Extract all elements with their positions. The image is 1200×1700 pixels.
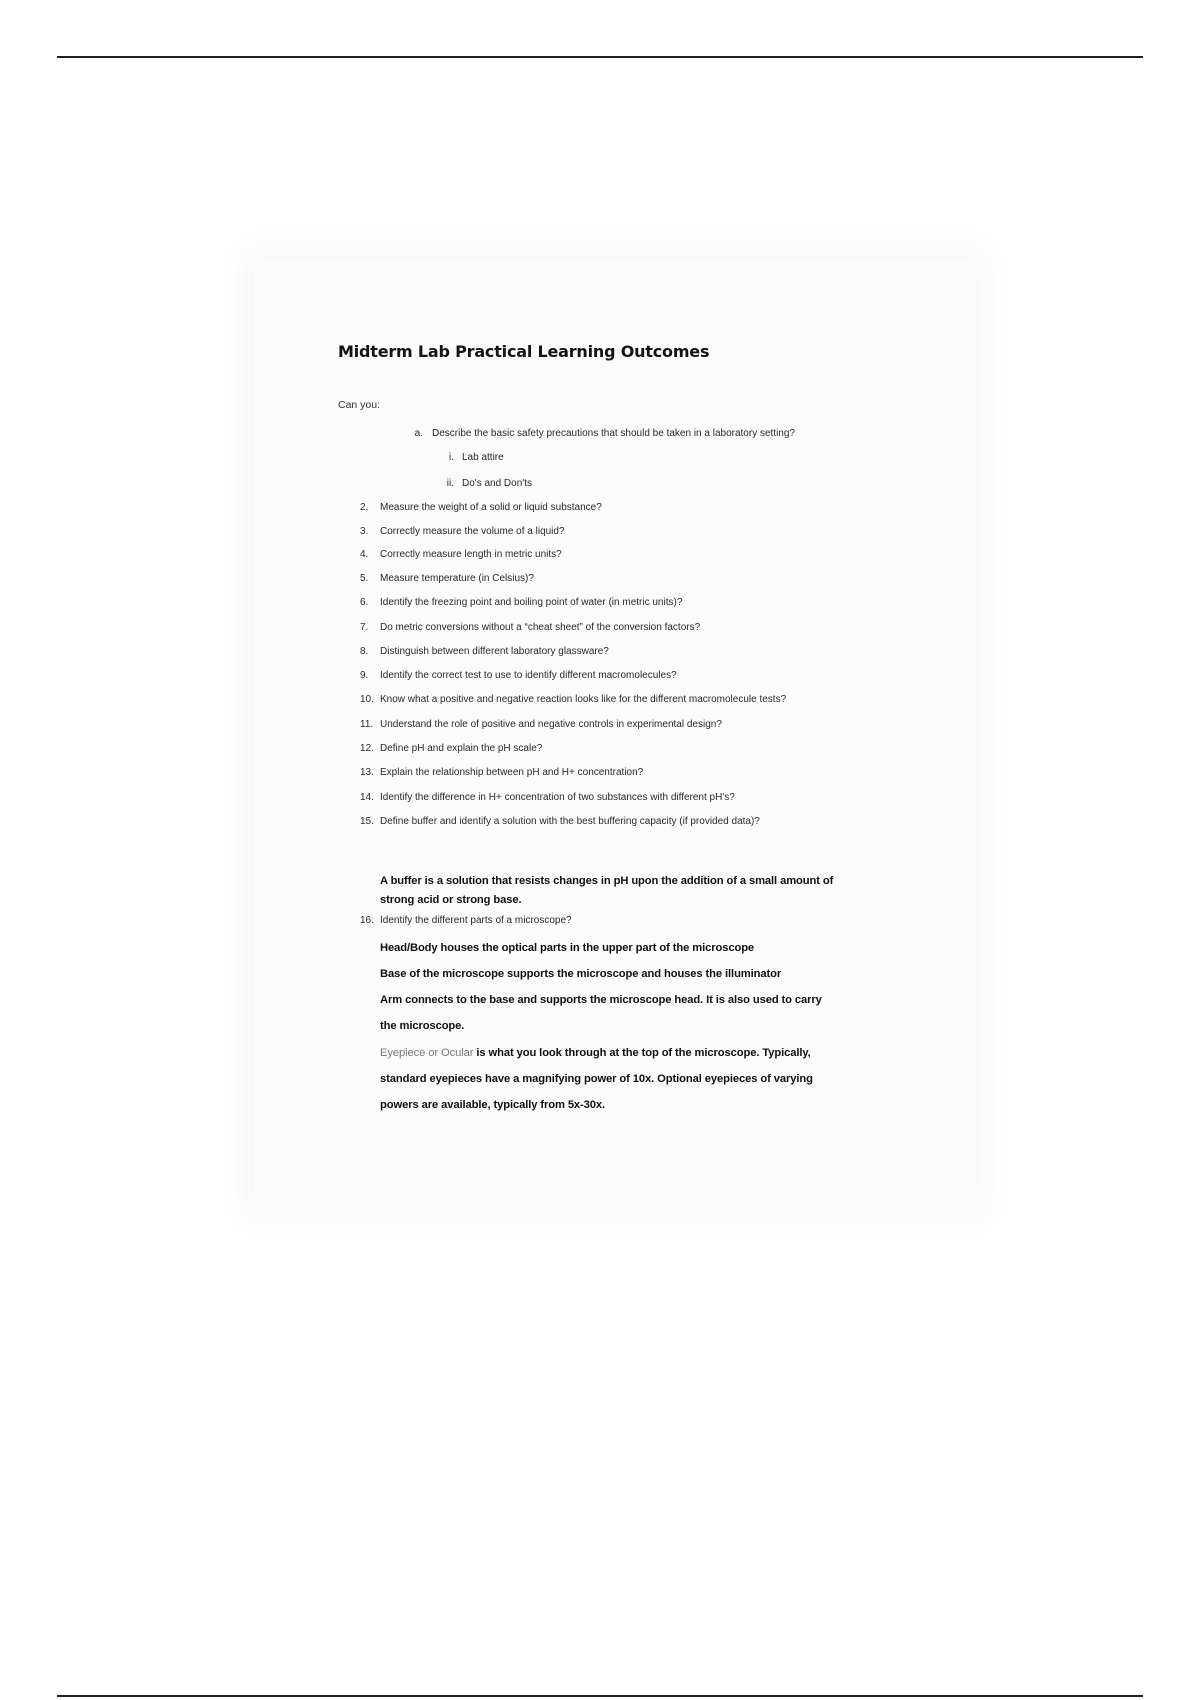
list-item [360, 573, 534, 584]
list-item [360, 646, 609, 657]
list-item-text: Identify the correct test to use to identify different macromolecules? [380, 670, 677, 681]
microscope-answer-arm: Arm connects to the base and supports the microscope head. It is also used to carry [380, 994, 822, 1006]
list-number: 2. [360, 502, 369, 513]
list-item-text: Identify the freezing point and boiling point of water (in metric units)? [380, 597, 683, 608]
list-marker: ii. [446, 478, 454, 489]
list-item-text: Describe the basic safety precautions that should be taken in a laboratory setting? [432, 428, 795, 439]
list-item-text: Do metric conversions without a “cheat sheet” of the conversion factors? [380, 622, 701, 633]
list-marker: i. [449, 452, 454, 463]
list-item [360, 502, 602, 513]
list-number: 5. [360, 573, 369, 584]
list-number: 13. [360, 767, 374, 778]
list-number: 6. [360, 597, 369, 608]
list-item-text: Know what a positive and negative reaction looks like for the different macromolecule tests? [380, 694, 787, 705]
document-scan [254, 258, 976, 1208]
intro-text: Can you: [338, 399, 381, 411]
list-number: 4. [360, 549, 369, 560]
list-item [360, 719, 722, 730]
list-item [360, 816, 760, 827]
buffer-answer-line-1: A buffer is a solution that resists changes in pH upon the addition of a small amount of [380, 875, 834, 887]
list-item [360, 694, 786, 705]
eyepiece-term: Eyepiece or Ocular [380, 1047, 474, 1059]
list-item [360, 549, 562, 560]
list-item-text: Measure temperature (in Celsius)? [380, 573, 534, 584]
list-item-text: Correctly measure length in metric units? [380, 549, 562, 560]
list-item-16 [360, 915, 572, 926]
microscope-answer-arm-cont: the microscope. [380, 1020, 465, 1032]
list-item-text: Distinguish between different laboratory glassware? [380, 646, 609, 657]
buffer-answer-line-2: strong acid or strong base. [380, 894, 522, 906]
list-item-text: Lab attire [462, 452, 504, 463]
sub-item-ii [442, 478, 532, 489]
list-item-text: Understand the role of positive and negative controls in experimental design? [380, 719, 722, 730]
list-item-text: Explain the relationship between pH and H+ concentration? [380, 767, 644, 778]
list-item-text: Measure the weight of a solid or liquid substance? [380, 502, 602, 513]
list-number: 12. [360, 743, 374, 754]
list-number: 3. [360, 526, 369, 537]
list-item-text: Define buffer and identify a solution with the best buffering capacity (if provided data)? [380, 816, 760, 827]
list-item [360, 597, 682, 608]
microscope-answer-head: Head/Body houses the optical parts in the upper part of the microscope [380, 942, 755, 954]
list-item-a [401, 428, 795, 439]
document-title: Midterm Lab Practical Learning Outcomes [338, 342, 710, 361]
list-number: 9. [360, 670, 369, 681]
list-number: 10. [360, 694, 374, 705]
list-number: 16. [360, 915, 374, 926]
list-item [360, 526, 565, 537]
microscope-answer-eyepiece-cont-2: powers are available, typically from 5x-30x. [380, 1099, 606, 1111]
list-item [360, 792, 735, 803]
list-item-text: Do's and Don'ts [462, 478, 532, 489]
list-item-text: Identify the different parts of a microscope? [380, 915, 572, 926]
list-number: 8. [360, 646, 369, 657]
list-number: 14. [360, 792, 374, 803]
eyepiece-definition: is what you look through at the top of the microscope. Typically, [473, 1047, 811, 1059]
list-item [360, 743, 542, 754]
list-item [360, 670, 677, 681]
list-item [360, 767, 643, 778]
microscope-answer-eyepiece [380, 1047, 811, 1059]
microscope-answer-base: Base of the microscope supports the microscope and houses the illuminator [380, 968, 782, 980]
bottom-rule [57, 1695, 1143, 1697]
list-item [360, 622, 700, 633]
top-rule [57, 56, 1143, 58]
list-item-text: Identify the difference in H+ concentration of two substances with different pH's? [380, 792, 735, 803]
sub-item-i [442, 452, 504, 463]
microscope-answer-eyepiece-cont: standard eyepieces have a magnifying power of 10x. Optional eyepieces of varying [380, 1073, 813, 1085]
list-number: 15. [360, 816, 374, 827]
list-number: 11. [360, 719, 374, 730]
list-item-text: Correctly measure the volume of a liquid? [380, 526, 565, 537]
list-number: 7. [360, 622, 369, 633]
list-item [360, 840, 380, 851]
list-item-text: Define pH and explain the pH scale? [380, 743, 543, 754]
list-marker: a. [414, 428, 423, 439]
